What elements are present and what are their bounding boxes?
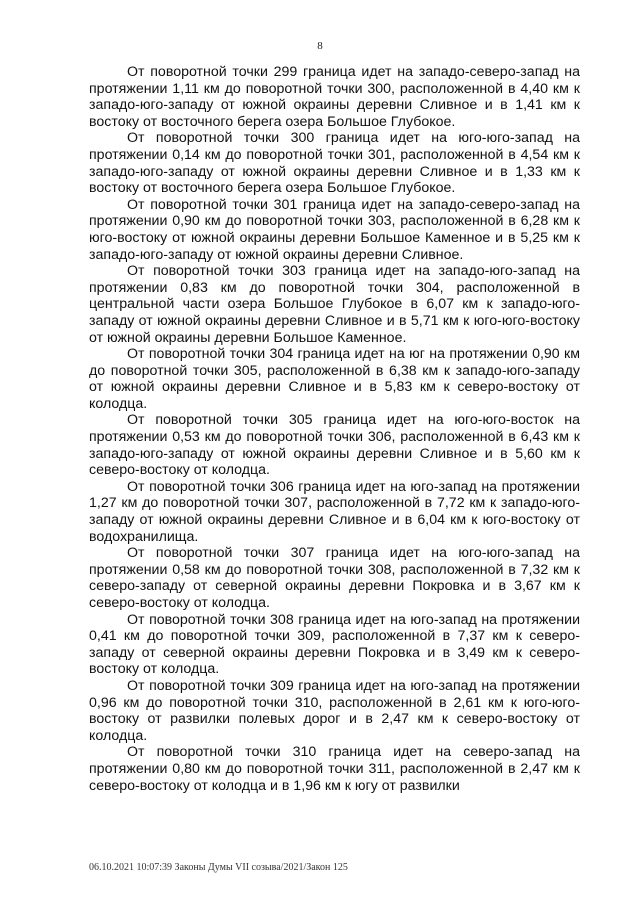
document-footer: 06.10.2021 10:07:39 Законы Думы VII созыва/2021/Закон 125 [89, 862, 348, 873]
paragraph-point-305: От поворотной точки 305 граница идет на юго-юго-восток на протяжении 0,53 км до поворотной точки 306, расположенной в 6,43 км к западо-юго-западу от южной окраины деревни Сливное и в 5,60 км к северо-востоку от колодца. [89, 412, 580, 479]
paragraph-point-309: От поворотной точки 309 граница идет на юго-запад на протяжении 0,96 км до поворотной точки 310, расположенной в 2,61 км к юго-юго-востоку от развилки полевых дорог и в 2,47 км к северо-востоку от колодца. [89, 677, 580, 744]
paragraph-point-304: От поворотной точки 304 граница идет на юг на протяжении 0,90 км до поворотной точки 305, расположенной в 6,38 км к западо-юго-западу от южной окраины деревни Сливное и в 5,83 км к северо-востоку от колодца. [89, 346, 580, 412]
paragraph-point-301: От поворотной точки 301 граница идет на западо-северо-запад на протяжении 0,90 км до поворотной точки 303, расположенной в 6,28 км к юго-востоку от южной окраины деревни Большое Каменное и в 5,25 км к западо-юго-западу от южной окраины деревни Сливное. [89, 196, 580, 263]
paragraph-point-308: От поворотной точки 308 граница идет на юго-запад на протяжении 0,41 км до поворотной точки 309, расположенной в 7,37 км к северо-западу от северной окраины деревни Покровка и в 3,49 км к северо-востоку от колодца. [89, 611, 580, 678]
page-number: 8 [317, 40, 323, 52]
paragraph-point-299: От поворотной точки 299 граница идет на западо-северо-запад на протяжении 1,11 км до поворотной точки 300, расположенной в 4,40 км к западо-юго-западу от южной окраины деревни Сливное и в 1,41 км к востоку от восточного берега озера Большое Глубокое. [89, 64, 580, 130]
paragraph-point-306: От поворотной точки 306 граница идет на юго-запад на протяжении 1,27 км до поворотной точки 307, расположенной в 7,72 км к западо-юго-западу от южной окраины деревни Сливное и в 6,04 км к юго-востоку от водохранилища. [89, 478, 580, 545]
paragraph-point-307: От поворотной точки 307 граница идет на юго-юго-запад на протяжении 0,58 км до поворотной точки 308, расположенной в 7,32 км к северо-западу от северной окраины деревни Покровка и в 3,67 км к северо-востоку от колодца. [89, 545, 580, 611]
paragraph-point-300: От поворотной точки 300 граница идет на юго-юго-запад на протяжении 0,14 км до поворотной точки 301, расположенной в 4,54 км к западо-юго-западу от южной окраины деревни Сливное и в 1,33 км к востоку от восточного берега озера Большое Глубокое. [89, 130, 580, 197]
document-body [89, 64, 580, 794]
paragraph-point-303: От поворотной точки 303 граница идет на западо-юго-запад на протяжении 0,83 км до поворотной точки 304, расположенной в центральной части озера Большое Глубокое в 6,07 км к западо-юго-западу от южной окраины деревни Сливное и в 5,71 км к юго-юго-востоку от южной окраины деревни Большое Каменное. [89, 263, 580, 346]
paragraph-point-310: От поворотной точки 310 граница идет на северо-запад на протяжении 0,80 км до поворотной точки 311, расположенной в 2,47 км к северо-востоку от колодца и в 1,96 км к югу от развилки [89, 744, 580, 794]
